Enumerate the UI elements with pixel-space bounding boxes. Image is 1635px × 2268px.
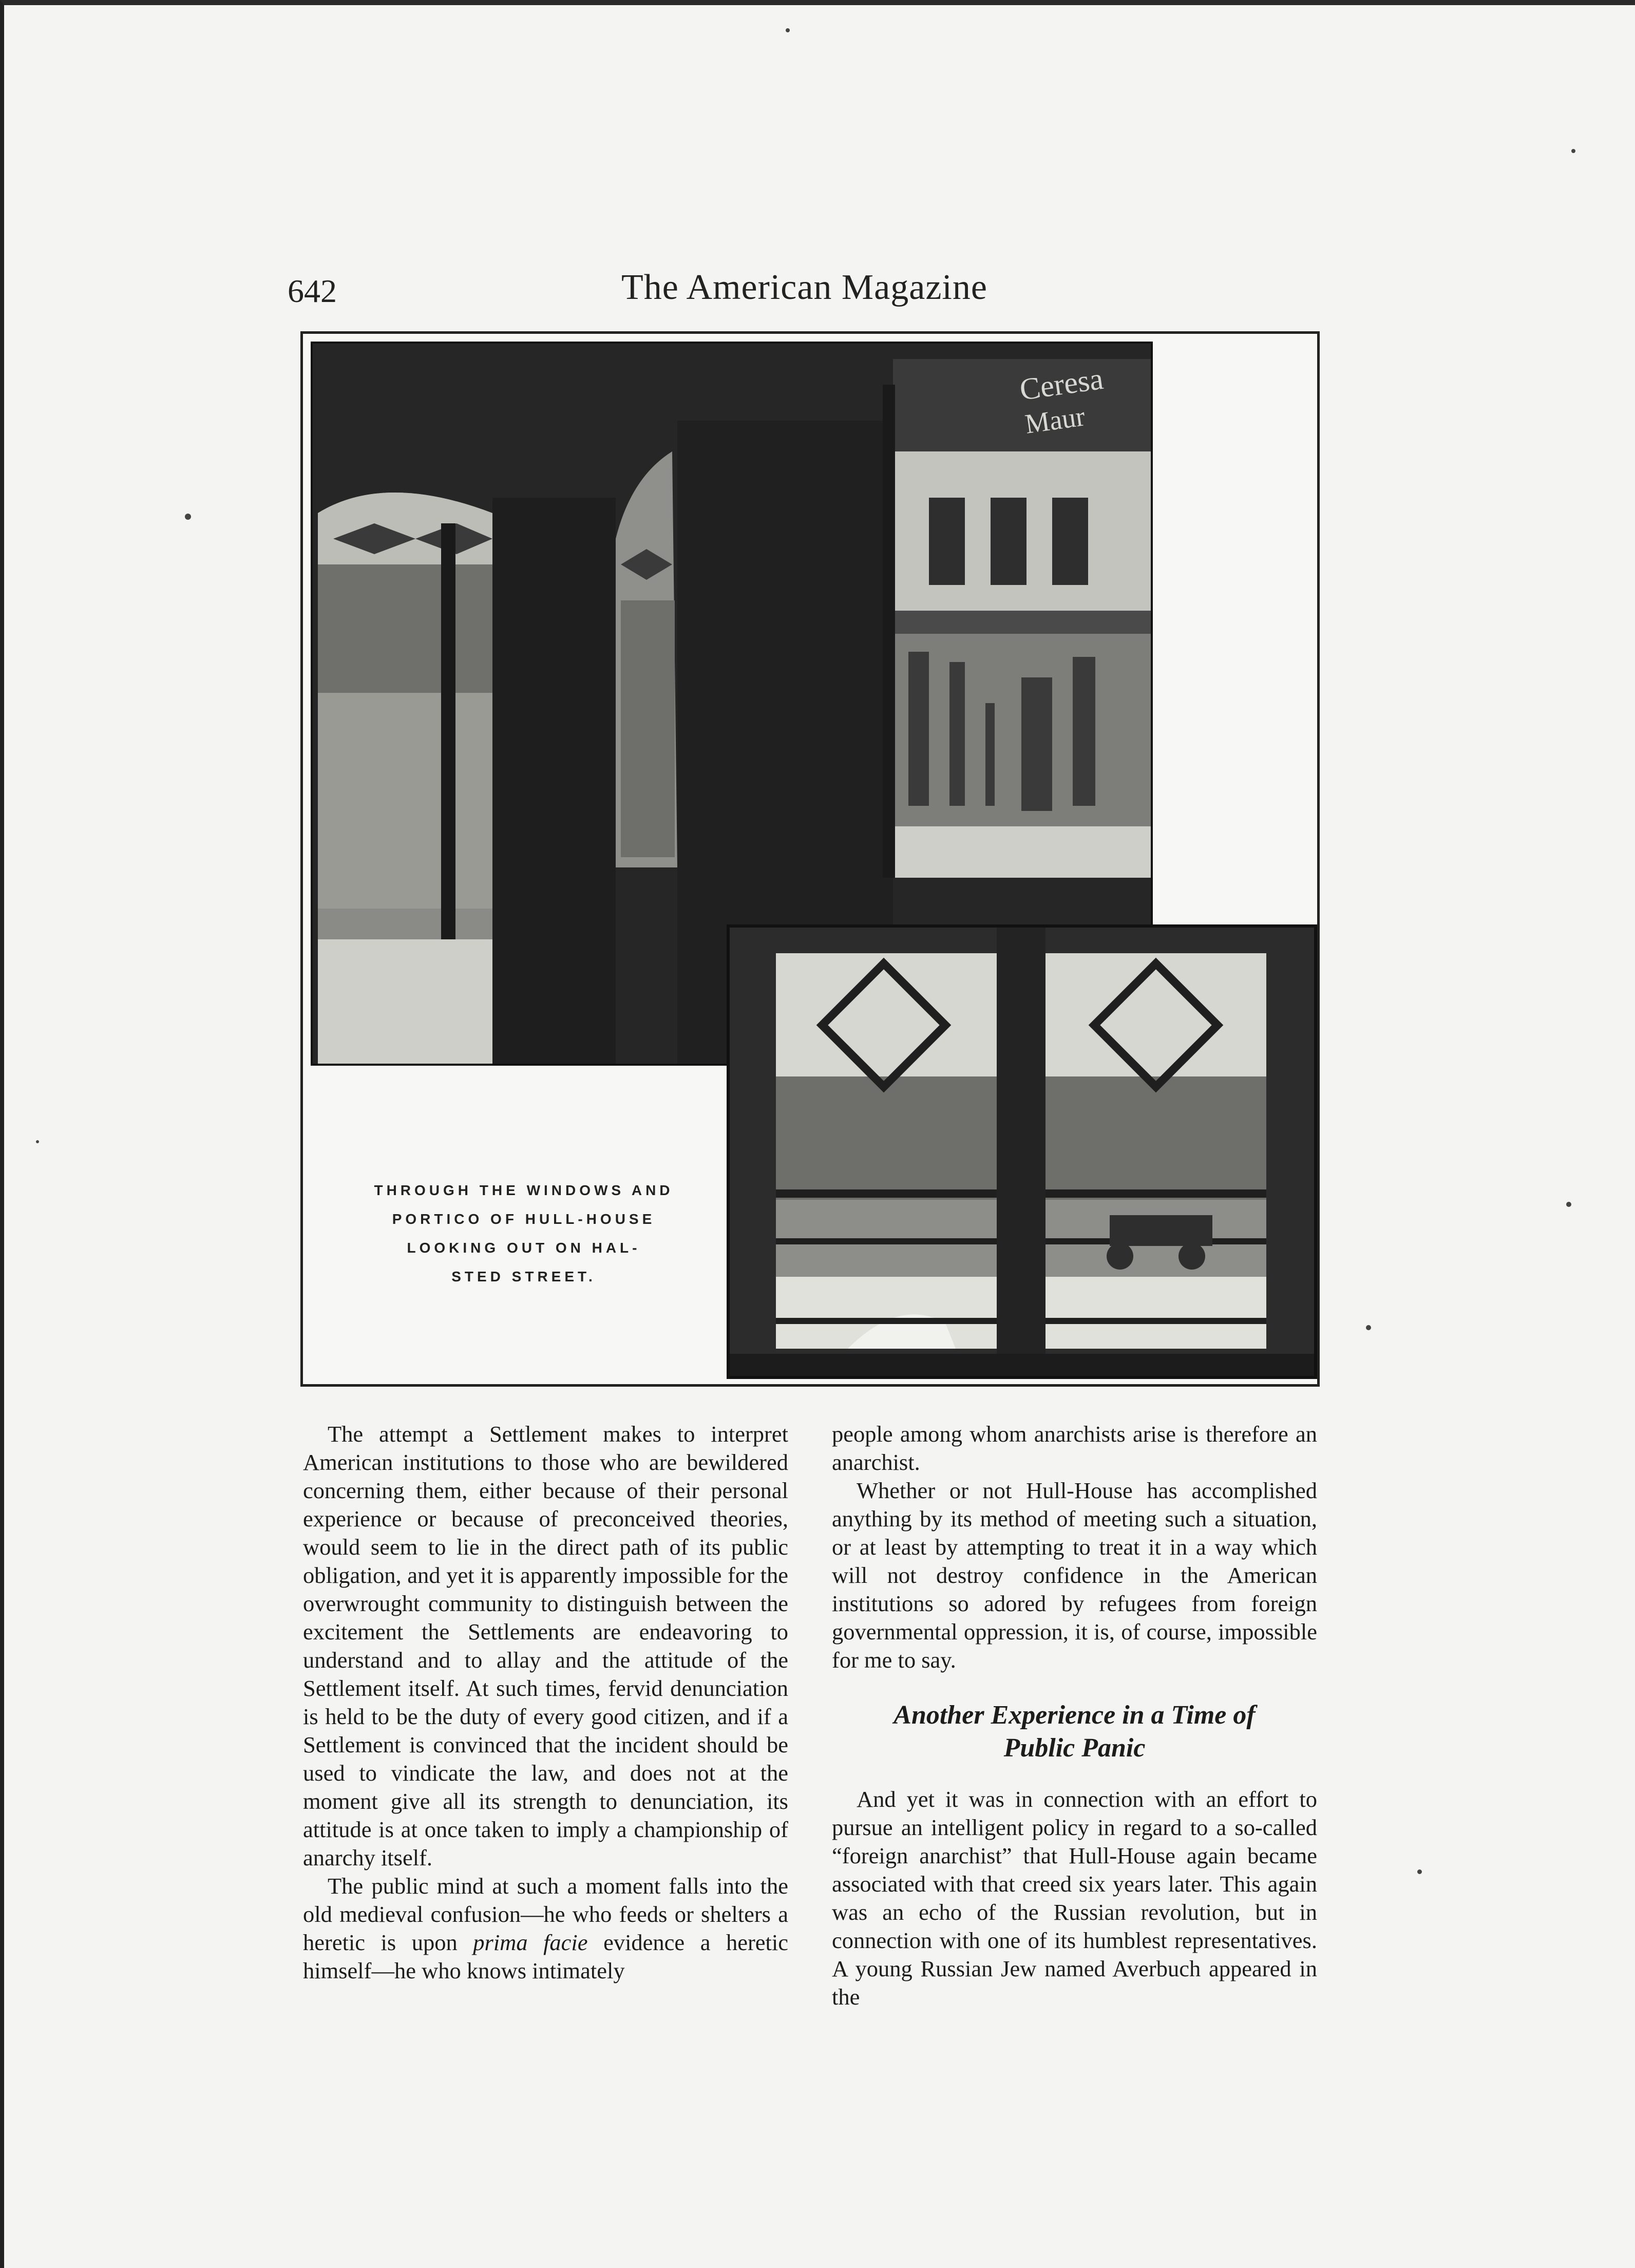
figure-caption xyxy=(329,1176,719,1291)
section-heading xyxy=(832,1699,1317,1765)
latin-phrase: prima facie xyxy=(473,1930,588,1955)
paragraph xyxy=(303,1872,788,1985)
caption-line: LOOKING OUT ON HAL- xyxy=(407,1240,641,1256)
paragraph-continuation: people among whom anarchists arise is therefore an anarchist. xyxy=(832,1421,1317,1475)
paragraph: Whether or not Hull-House has accomplished anything by its method of meeting such a situation, or at least by attempting to treat it in a way which will not destroy confidence in the American institutions so adored by refugees from foreign governmental oppression, it is, of course, impossible for me to say. xyxy=(832,1478,1317,1673)
article-column-right xyxy=(832,1420,1317,2011)
sign-text-line2: Maur xyxy=(1023,401,1087,440)
paragraph: And yet it was in connection with an effort to pursue an intelligent policy in regard to a so-called “foreign anarchist” that Hull-House again became associated with that creed six years later. This again was an echo of the Russian revolution, but in connection with one of its humblest representatives. A young Russian Jew named Averbuch appeared in the xyxy=(832,1786,1317,2010)
window-photo xyxy=(727,924,1317,1379)
sign-text-line1: Ceresa xyxy=(1017,361,1106,407)
paragraph-text: evidence a heretic himself—he who knows intimately xyxy=(303,1930,788,1983)
caption-line: THROUGH THE WINDOWS AND xyxy=(374,1182,674,1198)
magazine-title: The American Magazine xyxy=(621,268,987,307)
section-heading-line: Public Panic xyxy=(1003,1733,1146,1763)
article-column-left xyxy=(303,1420,788,1985)
section-heading-line: Another Experience in a Time of xyxy=(893,1700,1256,1730)
page-number: 642 xyxy=(288,273,337,309)
window-photo-drawing xyxy=(730,928,1314,1376)
caption-line: STED STREET. xyxy=(451,1269,596,1284)
photo-figure xyxy=(300,331,1320,1387)
caption-line: PORTICO OF HULL-HOUSE xyxy=(392,1211,656,1227)
paragraph-text: The public mind at such a moment falls into the old medieval confusion—he who feeds or shelters a heretic is upon xyxy=(303,1873,788,1955)
paragraph: The attempt a Settlement makes to interpret American institutions to those who are bewildered concerning them, either because of their personal experience or because of preconceived theories, would seem to lie in the direct path of its public obligation, and yet it is apparently impossible for the overwrought community to distinguish between the excitement the Settlements are endeavoring to understand and to allay and the attitude of the Settlement itself. At such times, fervid denunciation is held to be the duty of every good citizen, and if a Settlement is convinced that the incident should be used to vindicate the law, and does not at the moment give all its strength to denunciation, its attitude is at once taken to imply a championship of anarchy itself. xyxy=(303,1421,788,1870)
page-header xyxy=(288,267,1289,313)
